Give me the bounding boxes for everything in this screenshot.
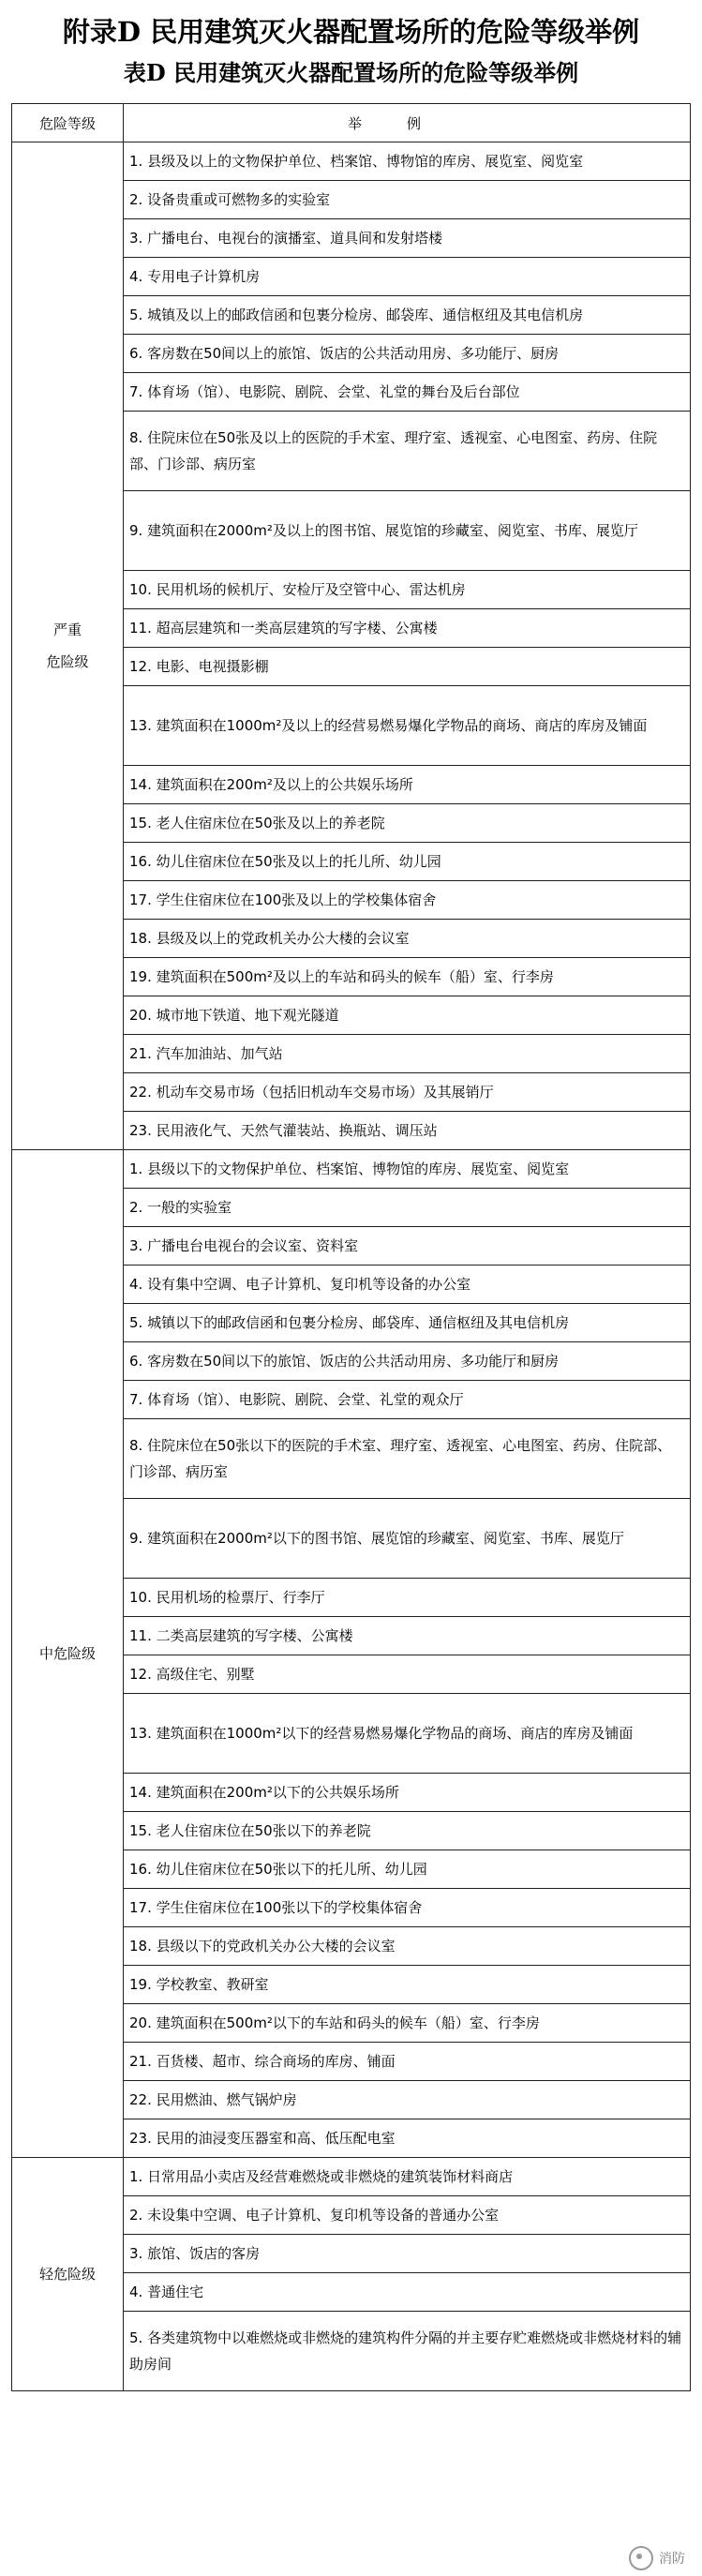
- hazard-level-cell: [12, 1150, 124, 2158]
- hazard-level-cell: [12, 142, 124, 1150]
- example-cell: 16. 幼儿住宿床位在50张及以上的托儿所、幼儿园: [124, 843, 691, 881]
- example-cell: 20. 城市地下铁道、地下观光隧道: [124, 996, 691, 1035]
- table-title: 表D 民用建筑灭火器配置场所的危险等级举例: [123, 59, 579, 86]
- example-cell: 21. 汽车加油站、加气站: [124, 1035, 691, 1073]
- example-cell: 6. 客房数在50间以下的旅馆、饭店的公共活动用房、多功能厅和厨房: [124, 1342, 691, 1381]
- example-cell: 13. 建筑面积在1000m²及以上的经营易燃易爆化学物品的商场、商店的库房及铺面: [124, 686, 691, 766]
- example-cell: 1. 日常用品小卖店及经营难燃烧或非燃烧的建筑装饰材料商店: [124, 2158, 691, 2196]
- example-cell: 22. 民用燃油、燃气锅炉房: [124, 2081, 691, 2119]
- hazard-level-label: 危险级: [46, 653, 89, 670]
- example-cell: 8. 住院床位在50张以下的医院的手术室、理疗室、透视室、心电图室、药房、住院部、门诊部、病历室: [124, 1419, 691, 1499]
- example-cell: 11. 超高层建筑和一类高层建筑的写字楼、公寓楼: [124, 609, 691, 648]
- example-cell: 17. 学生住宿床位在100张以下的学校集体宿舍: [124, 1889, 691, 1927]
- example-cell: 3. 广播电台电视台的会议室、资料室: [124, 1227, 691, 1266]
- example-cell: 14. 建筑面积在200m²以下的公共娱乐场所: [124, 1774, 691, 1812]
- example-cell: 7. 体育场（馆）、电影院、剧院、会堂、礼堂的舞台及后台部位: [124, 373, 691, 412]
- example-cell: 22. 机动车交易市场（包括旧机动车交易市场）及其展销厅: [124, 1073, 691, 1112]
- example-cell: 3. 旅馆、饭店的客房: [124, 2235, 691, 2273]
- table-header-row: [12, 104, 691, 142]
- example-cell: 4. 专用电子计算机房: [124, 258, 691, 296]
- example-cell: 11. 二类高层建筑的写字楼、公寓楼: [124, 1617, 691, 1655]
- example-cell: 19. 学校教室、教研室: [124, 1966, 691, 2004]
- example-cell: 2. 一般的实验室: [124, 1189, 691, 1227]
- table-row: [12, 1150, 691, 1189]
- hazard-level-cell: [12, 2158, 124, 2391]
- example-cell: 14. 建筑面积在200m²及以上的公共娱乐场所: [124, 766, 691, 804]
- hazard-level-table: [11, 103, 691, 2391]
- wechat-logo-icon: [629, 2546, 653, 2570]
- example-cell: 8. 住院床位在50张及以上的医院的手术室、理疗室、透视室、心电图室、药房、住院部、门诊部、病历室: [124, 412, 691, 491]
- example-cell: 19. 建筑面积在500m²及以上的车站和码头的候车（船）室、行李房: [124, 958, 691, 996]
- hazard-level-label: 中危险级: [38, 1645, 96, 1662]
- page-title: 附录D 民用建筑灭火器配置场所的危险等级举例: [62, 16, 640, 48]
- example-cell: 18. 县级及以上的党政机关办公大楼的会议室: [124, 920, 691, 958]
- example-cell: 1. 县级及以上的文物保护单位、档案馆、博物馆的库房、展览室、阅览室: [124, 142, 691, 181]
- example-cell: 17. 学生住宿床位在100张及以上的学校集体宿舍: [124, 881, 691, 920]
- watermark-text: 消防: [659, 2552, 685, 2567]
- example-cell: 10. 民用机场的检票厅、行李厅: [124, 1579, 691, 1617]
- example-cell: 15. 老人住宿床位在50张以下的养老院: [124, 1812, 691, 1850]
- hazard-level-label: 严重: [52, 622, 82, 638]
- example-cell: 21. 百货楼、超市、综合商场的库房、铺面: [124, 2043, 691, 2081]
- example-cell: 12. 高级住宅、别墅: [124, 1655, 691, 1694]
- example-cell: 5. 各类建筑物中以难燃烧或非燃烧的建筑构件分隔的并主要存贮难燃烧或非燃烧材料的辅助房间: [124, 2312, 691, 2391]
- example-cell: 18. 县级以下的党政机关办公大楼的会议室: [124, 1927, 691, 1966]
- example-cell: 2. 设备贵重或可燃物多的实验室: [124, 181, 691, 219]
- header-level: 危险等级: [12, 104, 124, 142]
- example-cell: 5. 城镇以下的邮政信函和包裹分检房、邮袋库、通信枢纽及其电信机房: [124, 1304, 691, 1342]
- watermark: [629, 2546, 685, 2570]
- example-cell: 23. 民用的油浸变压器室和高、低压配电室: [124, 2119, 691, 2158]
- example-cell: 4. 设有集中空调、电子计算机、复印机等设备的办公室: [124, 1266, 691, 1304]
- example-cell: 10. 民用机场的候机厅、安检厅及空管中心、雷达机房: [124, 571, 691, 609]
- example-cell: 9. 建筑面积在2000m²及以上的图书馆、展览馆的珍藏室、阅览室、书库、展览厅: [124, 491, 691, 571]
- example-cell: 13. 建筑面积在1000m²以下的经营易燃易爆化学物品的商场、商店的库房及铺面: [124, 1694, 691, 1774]
- example-cell: 12. 电影、电视摄影棚: [124, 648, 691, 686]
- example-cell: 5. 城镇及以上的邮政信函和包裹分检房、邮袋库、通信枢纽及其电信机房: [124, 296, 691, 335]
- table-body: [12, 142, 691, 2391]
- example-cell: 1. 县级以下的文物保护单位、档案馆、博物馆的库房、展览室、阅览室: [124, 1150, 691, 1189]
- example-cell: 6. 客房数在50间以上的旅馆、饭店的公共活动用房、多功能厅、厨房: [124, 335, 691, 373]
- table-row: [12, 2158, 691, 2196]
- example-cell: 23. 民用液化气、天然气灌装站、换瓶站、调压站: [124, 1112, 691, 1150]
- hazard-level-label: 轻危险级: [38, 2266, 96, 2283]
- example-cell: 16. 幼儿住宿床位在50张以下的托儿所、幼儿园: [124, 1850, 691, 1889]
- example-cell: 15. 老人住宿床位在50张及以上的养老院: [124, 804, 691, 843]
- example-cell: 2. 未设集中空调、电子计算机、复印机等设备的普通办公室: [124, 2196, 691, 2235]
- example-cell: 3. 广播电台、电视台的演播室、道具间和发射塔楼: [124, 219, 691, 258]
- table-row: [12, 142, 691, 181]
- example-cell: 4. 普通住宅: [124, 2273, 691, 2312]
- example-cell: 7. 体育场（馆）、电影院、剧院、会堂、礼堂的观众厅: [124, 1381, 691, 1419]
- example-cell: 9. 建筑面积在2000m²以下的图书馆、展览馆的珍藏室、阅览室、书库、展览厅: [124, 1499, 691, 1579]
- example-cell: 20. 建筑面积在500m²以下的车站和码头的候车（船）室、行李房: [124, 2004, 691, 2043]
- header-example: 举例: [124, 104, 691, 142]
